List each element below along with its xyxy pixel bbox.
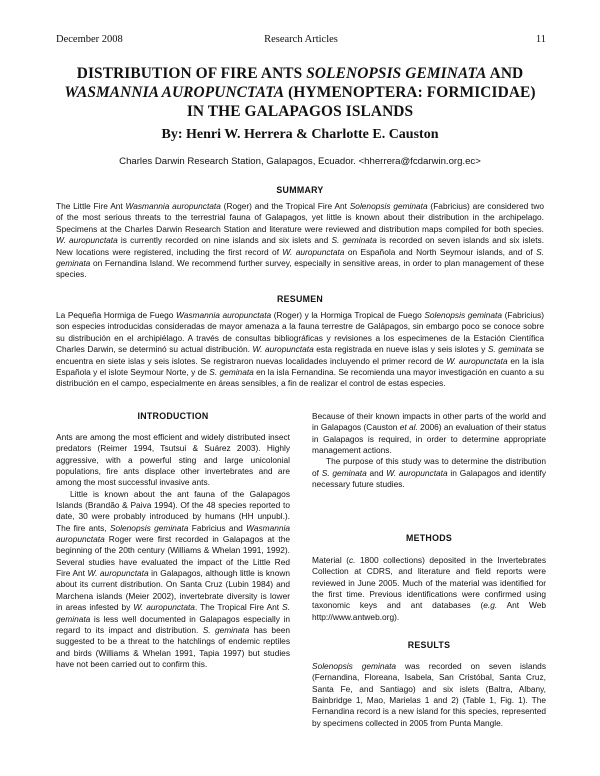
running-header	[56, 34, 546, 48]
resumen-heading: RESUMEN	[276, 294, 324, 304]
header-page-number: 11	[535, 34, 546, 45]
author-affiliation: Charles Darwin Research Station, Galapagos, Ecuador. <hherrera@fcdarwin.org.ec>	[119, 156, 481, 167]
results-paragraph: Solenopsis geminata was recorded on seven islands (Fernandina, Floreana, Isabela, San Cristóbal, Santa Cruz, Santa Fe, and Santiago) and six islets (Baltra, Albany, Bainbridge 1, Mao, Marielas 1 and 2) (Table 1, Fig. 1). The Fernandina record is a new island for this species, represented by specimens collected in 2005 from Punta Mangle.	[312, 661, 546, 728]
results-heading: RESULTS	[407, 640, 451, 650]
methods-paragraph: Material (c. 1800 collections) deposited in the Invertebrates Collection at CDRS, and literature and field reports were reviewed in June 2005. Much of the material was identified for the first time. Previous identifications were confirmed using taxonomic keys and ant databases (e.g. Ant Web http://www.antweb.org).	[312, 555, 546, 622]
header-section: Research Articles	[264, 34, 338, 45]
introduction-body	[56, 432, 290, 670]
summary-heading: SUMMARY	[276, 185, 324, 195]
article-title: DISTRIBUTION OF FIRE ANTS SOLENOPSIS GEMINATA AND WASMANNIA AUROPUNCTATA (HYMENOPTERA: FORMICIDAE) IN THE GALAPAGOS ISLANDS	[64, 65, 536, 120]
resumen-paragraph: La Pequeña Hormiga de Fuego Wasmannia auropunctata (Roger) y la Hormiga Tropical de Fuego Solenopsis geminata (Fabricius) son especies introducidas consideradas de mayor amenaza a la fauna terrestre de Galápagos, sin embargo poco se conoce sobre su distribución en el archipiélago. A través de consultas bibliográficas y revisiones a los especimenes de la Estación Científica Charles Darwin, se determinó su actual distribución. W. auropunctata esta registrada en nueve islas y seis islotes y S. geminata se encuentra en siete islas y seis islotes. Se registraron nuevas localidades incluyendo el primer record de W. auropunctata en la isla Española y el islote Seymour Norte, y de S. geminata en la isla Fernandina. Se recomienda una mayor investigación en cuanto a su distribución en el campo, especialmente en áreas sensibles, a fin de realizar el control de estas especies.	[56, 310, 545, 389]
header-date: December 2008	[56, 34, 123, 45]
summary-paragraph: The Little Fire Ant Wasmannia auropunctata (Roger) and the Tropical Fire Ant Solenopsis geminata (Fabricius) are considered two of the most serious threats to the terrestrial fauna of Galapagos, yet little is known about their distribution in the archipelago. Specimens at the Charles Darwin Research Station and literature were reviewed and distribution maps compiled for both species. W. auropunctata is currently recorded on nine islands and six islets and S. geminata is recorded on seven islands and six islets. New locations were registered, including the first record of W. auropunctata on Española and North Seymour islands, and of S. geminata on Fernandina Island. We recommend further survey, especially in sensitive areas, in order to plan management of these species.	[56, 201, 545, 280]
intro-paragraph-2: Little is known about the ant fauna of the Galapagos Islands (Brandão & Paiva 1994). Of the 48 species reported to date, 30 were probably introduced by humans (HH unpubl.). The fire ants, Solenopsis geminata Fabricius and Wasmannia auropunctata Roger were first recorded in Galapagos at the beginning of the 20th century (Williams & Whelan 1991, 1992). Several studies have evaluated the impact of the Little Red Fire Ant W. auropunctata in Galapagos, although little is known about its current distribution. On Santa Cruz (Lubin 1984) and Marchena islands (Meier 2002), invertebrate diversity is lower in areas infested by W. auropunctata. The Tropical Fire Ant S. geminata is less well documented in Galapagos especially in regard to its impact and distribution. S. geminata has been suggested to be a threat to the hatchlings of endemic reptiles and birds (Williams & Whelan 1991, Tapia 1997) but studies have not been carried out to confirm this.	[56, 488, 290, 669]
intro-continued	[312, 411, 546, 490]
article-authors: By: Henri W. Herrera & Charlotte E. Causton	[161, 127, 439, 142]
intro-paragraph-1: Ants are among the most efficient and widely distributed insect predators (Reimer 1994, Tsutsui & Suárez 2003). Highly aggressive, with a powerful sting and large unicolonial populations, fire ants displace other invertebrates and are among the most successful invasive ants.	[56, 432, 290, 488]
methods-heading: METHODS	[405, 533, 453, 543]
intro-paragraph-4: The purpose of this study was to determine the distribution of S. geminata and W. auropunctata in Galapagos and identify necessary future studies.	[312, 456, 546, 490]
introduction-heading: INTRODUCTION	[137, 411, 209, 421]
intro-paragraph-3: Because of their known impacts in other parts of the world and in Galapagos (Causton et al. 2006) an evaluation of their status in Galapagos is required, in order to determine appropriate management actions.	[312, 411, 546, 456]
